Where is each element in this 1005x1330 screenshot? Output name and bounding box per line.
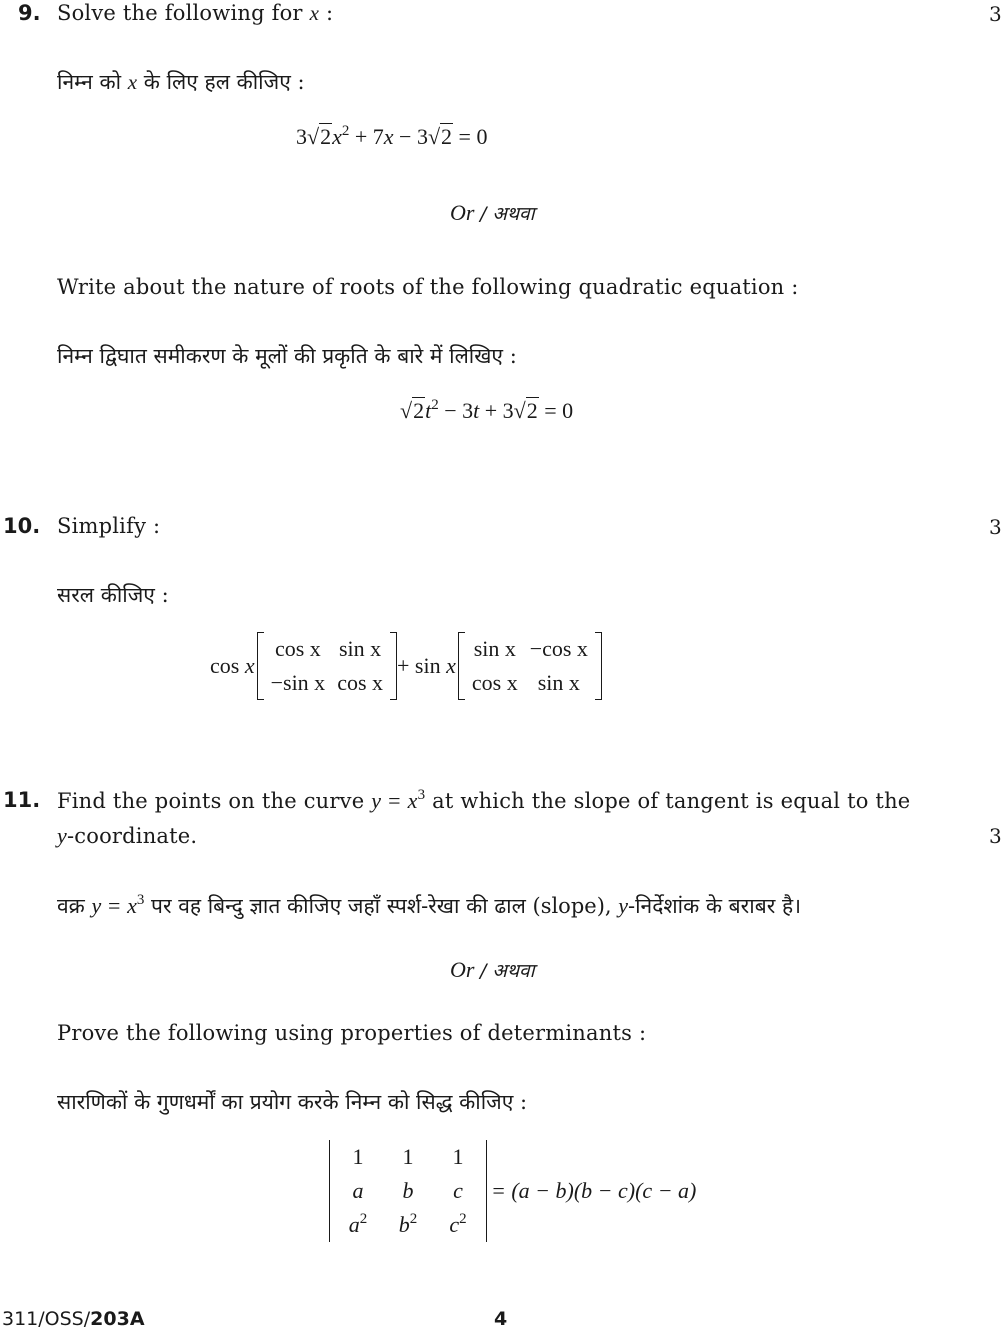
question-9-hindi: निम्न को x के लिए हल कीजिए : xyxy=(57,70,305,94)
sqrt-symbol: √ xyxy=(513,398,526,423)
question-9-alt-hindi: निम्न द्विघात समीकरण के मूलों की प्रकृति के बारे में लिखिए : xyxy=(57,344,517,368)
sqrt-symbol: √ xyxy=(307,124,320,149)
question-11-marks: 3 xyxy=(989,824,1002,848)
hindi-eq-x: x xyxy=(127,893,137,918)
question-9-english: Solve the following for x : xyxy=(57,1,334,25)
matrix-1-cell: sin x xyxy=(339,636,382,661)
question-11-alt-hindi: सारणिकों के गुणधर्मों का प्रयोग करके निम्न को सिद्ध कीजिए : xyxy=(57,1090,528,1114)
question-11-english-line1: Find the points on the curve $y = x^3$ at which the slope of tangent is equal to the xyxy=(57,787,911,813)
or-divider-11: Or / अथवा xyxy=(450,957,535,982)
determinant-rhs: = (a − b)(b − c)(c − a) xyxy=(491,1178,697,1203)
question-11-determinant-equation xyxy=(329,1140,696,1242)
question-9-alt-english: Write about the nature of roots of the following quadratic equation : xyxy=(57,275,799,299)
det-cell: a xyxy=(352,1178,364,1203)
det-power: 2 xyxy=(409,1211,418,1227)
matrix-2-cell: sin x xyxy=(537,670,580,695)
matrix-1-cell: cos x xyxy=(274,636,321,661)
hindi-eq-y: y xyxy=(91,893,102,918)
det-cell: b xyxy=(402,1178,414,1203)
hindi-eq-mid: = xyxy=(107,893,121,918)
matrix-1 xyxy=(257,632,397,700)
or-divider-9: Or / अथवा xyxy=(450,200,535,225)
det-cell: $a^2$ xyxy=(348,1211,368,1237)
question-10-english: Simplify : xyxy=(57,514,161,538)
question-9-marks: 3 xyxy=(989,2,1002,26)
question-11-english-line2: y-coordinate. xyxy=(57,823,198,848)
page-number: 4 xyxy=(494,1308,508,1330)
sqrt-symbol: √ xyxy=(427,124,441,149)
question-9-equation: $3√2x^2 + 7x - 3√2 = 0$ xyxy=(296,123,488,149)
footer-code: 311/OSS/203A xyxy=(2,1308,145,1330)
question-number-9: 9. xyxy=(18,1,41,25)
det-cell: $b^2$ xyxy=(398,1211,418,1237)
det-cell: 1 xyxy=(402,1144,414,1169)
hindi-y-var: y xyxy=(618,893,629,918)
question-10-hindi: सरल कीजिए : xyxy=(57,583,169,607)
det-cell: 1 xyxy=(452,1144,464,1169)
det-cell: 1 xyxy=(352,1144,364,1169)
matrix-2 xyxy=(458,632,602,700)
matrix-2-cell: cos x xyxy=(471,670,518,695)
matrix-1-cell: −sin x xyxy=(270,670,326,695)
matrix-1-cell: cos x xyxy=(337,670,384,695)
question-11-hindi: वक्र $y = x^3$ पर वह बिन्दु ज्ञात कीजिए जहाँ स्पर्श-रेखा की ढाल (slope), y-निर्देशांक के बराबर है। xyxy=(57,892,802,918)
hindi-eq-p: 3 xyxy=(136,892,145,908)
coef-x: x xyxy=(446,653,456,678)
sqrt-symbol: √ xyxy=(400,398,413,423)
question-number-11: 11. xyxy=(3,788,41,812)
question-11-alt-english: Prove the following using properties of determinants : xyxy=(57,1021,647,1045)
question-10-expression: cos x cos x sin x −sin x cos x + sin x sin x −cos x cos x sin x xyxy=(210,632,602,700)
question-9-alt-equation: $√2t^2 - 3t + 3√2 = 0$ xyxy=(400,397,574,423)
question-number-10: 10. xyxy=(3,514,41,538)
matrix-2-cell: sin x xyxy=(473,636,516,661)
matrix-2-cell: −cos x xyxy=(529,636,588,661)
determinant xyxy=(329,1140,487,1242)
question-10-marks: 3 xyxy=(989,515,1002,539)
det-power: 2 xyxy=(459,1211,467,1227)
det-cell: $c^2$ xyxy=(449,1211,467,1237)
det-cell: c xyxy=(453,1178,463,1203)
